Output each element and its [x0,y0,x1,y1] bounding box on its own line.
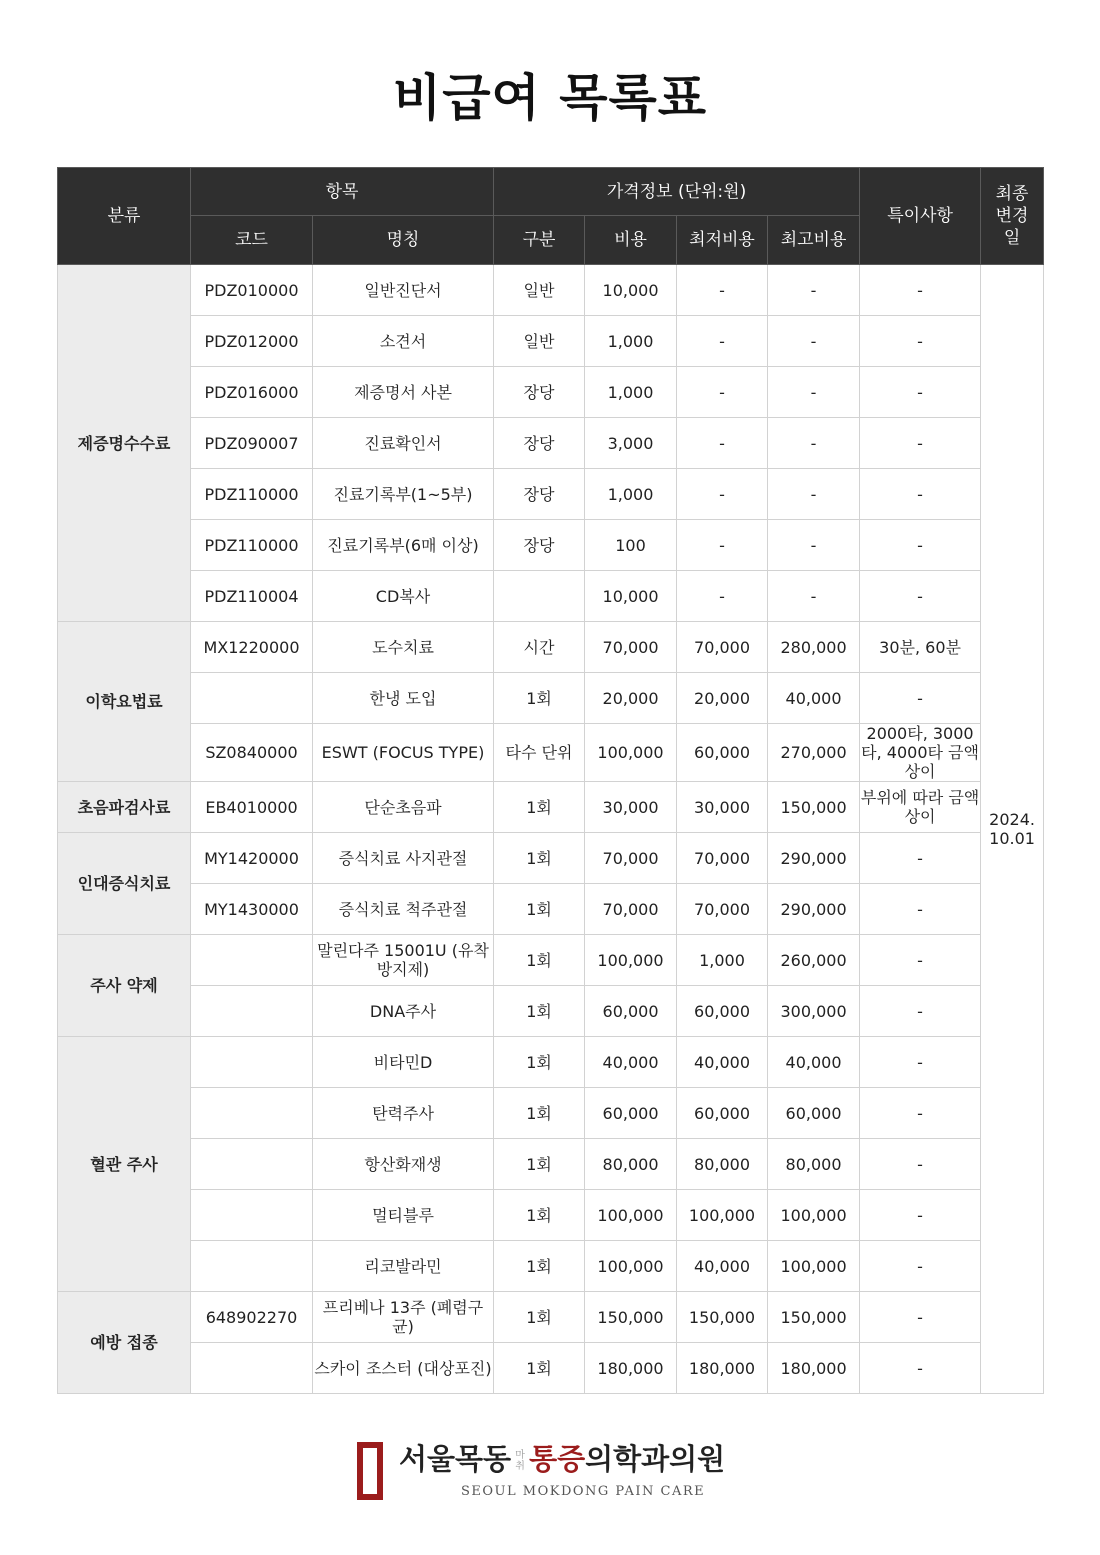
cost-cell: 100,000 [585,1241,677,1292]
name-cell: 도수치료 [313,622,494,673]
cost-cell: 60,000 [585,1088,677,1139]
cost-cell: 20,000 [585,673,677,724]
min-cost-cell: - [677,367,768,418]
clinic-name [399,1442,725,1476]
min-cost-cell: - [677,316,768,367]
note-cell: - [860,673,981,724]
name-cell: 멀티블루 [313,1190,494,1241]
min-cost-cell: 60,000 [677,1088,768,1139]
name-cell: 프리베나 13주 (폐렴구균) [313,1292,494,1343]
header-max-cost: 최고비용 [768,216,860,265]
note-cell: - [860,367,981,418]
max-cost-cell: 100,000 [768,1241,860,1292]
cost-cell: 1,000 [585,316,677,367]
min-cost-cell: 70,000 [677,833,768,884]
fee-table-body [58,265,1044,1394]
note-cell: - [860,469,981,520]
note-cell: - [860,418,981,469]
table-row [58,782,1044,833]
header-type: 구분 [494,216,585,265]
max-cost-cell: - [768,316,860,367]
cost-cell: 100,000 [585,724,677,782]
type-cell: 1회 [494,1292,585,1343]
type-cell: 1회 [494,1088,585,1139]
max-cost-cell: 40,000 [768,673,860,724]
type-cell: 1회 [494,1037,585,1088]
type-cell: 1회 [494,782,585,833]
header-item: 항목 [191,168,494,216]
cost-cell: 80,000 [585,1139,677,1190]
min-cost-cell: 60,000 [677,724,768,782]
cost-cell: 3,000 [585,418,677,469]
max-cost-cell: 290,000 [768,884,860,935]
type-cell: 일반 [494,265,585,316]
max-cost-cell: - [768,469,860,520]
note-cell: - [860,1241,981,1292]
name-cell: 소견서 [313,316,494,367]
cost-cell: 100,000 [585,935,677,986]
min-cost-cell: 70,000 [677,884,768,935]
cost-cell: 70,000 [585,884,677,935]
table-row [58,724,1044,782]
min-cost-cell: 70,000 [677,622,768,673]
cost-cell: 10,000 [585,571,677,622]
name-cell: 증식치료 사지관절 [313,833,494,884]
table-row [58,673,1044,724]
cost-cell: 60,000 [585,986,677,1037]
cost-cell: 10,000 [585,265,677,316]
name-cell: 탄력주사 [313,1088,494,1139]
code-cell: PDZ110000 [191,469,313,520]
header-last-changed: 최종 변경일 [981,168,1044,265]
name-cell: 제증명서 사본 [313,367,494,418]
clinic-name-part1: 서울목동 [399,1442,512,1476]
type-cell: 1회 [494,986,585,1037]
cost-cell: 100 [585,520,677,571]
type-cell: 장당 [494,418,585,469]
name-cell: 리코발라민 [313,1241,494,1292]
name-cell: 비타민D [313,1037,494,1088]
note-cell: - [860,265,981,316]
code-cell: PDZ016000 [191,367,313,418]
min-cost-cell: 60,000 [677,986,768,1037]
note-cell: 2000타, 3000타, 4000타 금액상이 [861,724,979,781]
min-cost-cell: 180,000 [677,1343,768,1394]
table-row [58,1190,1044,1241]
table-row [58,469,1044,520]
logo-mark-icon [357,1442,383,1500]
type-cell: 1회 [494,1241,585,1292]
max-cost-cell: 270,000 [768,724,860,782]
cost-cell: 30,000 [585,782,677,833]
max-cost-cell: - [768,367,860,418]
code-cell: MX1220000 [191,622,313,673]
min-cost-cell: - [677,418,768,469]
min-cost-cell: 80,000 [677,1139,768,1190]
name-cell: 스카이 조스터 (대상포진) [313,1343,494,1394]
table-row [58,520,1044,571]
max-cost-cell: 100,000 [768,1190,860,1241]
max-cost-cell: 290,000 [768,833,860,884]
note-cell: - [860,1088,981,1139]
category-cell: 초음파검사료 [58,782,191,833]
code-cell: MY1420000 [191,833,313,884]
type-cell: 1회 [494,884,585,935]
table-row [58,986,1044,1037]
table-row [58,1037,1044,1088]
min-cost-cell: - [677,265,768,316]
min-cost-cell: - [677,571,768,622]
type-cell: 장당 [494,367,585,418]
type-cell: 1회 [494,833,585,884]
last-changed-date: 2024. 10.01 [981,265,1044,1394]
name-cell: 증식치료 척주관절 [313,884,494,935]
category-cell: 예방 접종 [58,1292,191,1394]
clinic-english-name: SEOUL MOKDONG PAIN CARE [461,1484,706,1499]
note-cell: - [860,1037,981,1088]
max-cost-cell: - [768,571,860,622]
code-cell: PDZ110004 [191,571,313,622]
code-cell: 648902270 [191,1292,313,1343]
type-cell: 1회 [494,1343,585,1394]
table-row [58,1088,1044,1139]
name-cell: 말린다주 15001U (유착방지제) [313,935,494,986]
cost-cell: 40,000 [585,1037,677,1088]
max-cost-cell: 280,000 [768,622,860,673]
clinic-logo [357,1442,757,1504]
min-cost-cell: 20,000 [677,673,768,724]
max-cost-cell: - [768,418,860,469]
note-cell: - [860,1139,981,1190]
type-cell: 1회 [494,673,585,724]
type-cell: 장당 [494,520,585,571]
name-cell: ESWT (FOCUS TYPE) [313,724,494,782]
max-cost-cell: 40,000 [768,1037,860,1088]
category-cell: 이학요법료 [58,622,191,782]
note-cell: - [860,986,981,1037]
cost-cell: 70,000 [585,833,677,884]
max-cost-cell: 60,000 [768,1088,860,1139]
code-cell [191,1088,313,1139]
code-cell: PDZ090007 [191,418,313,469]
category-cell: 혈관 주사 [58,1037,191,1292]
min-cost-cell: 150,000 [677,1292,768,1343]
header-category: 분류 [58,168,191,265]
type-cell: 1회 [494,1139,585,1190]
header-price-info: 가격정보 (단위:원) [494,168,860,216]
table-row [58,418,1044,469]
table-row [58,571,1044,622]
code-cell [191,1343,313,1394]
code-cell [191,986,313,1037]
note-cell: - [860,833,981,884]
note-cell: - [860,1343,981,1394]
min-cost-cell: 1,000 [677,935,768,986]
code-cell [191,1190,313,1241]
header-name: 명칭 [313,216,494,265]
max-cost-cell: - [768,265,860,316]
name-cell: 진료기록부(6매 이상) [313,520,494,571]
note-cell: - [860,316,981,367]
name-cell: 한냉 도입 [313,673,494,724]
code-cell [191,673,313,724]
clinic-name-small: 마 취 [515,1450,525,1472]
code-cell [191,1241,313,1292]
table-row [58,833,1044,884]
name-cell: DNA주사 [313,986,494,1037]
min-cost-cell: - [677,469,768,520]
name-cell: 단순초음파 [313,782,494,833]
max-cost-cell: 180,000 [768,1343,860,1394]
header-min-cost: 최저비용 [677,216,768,265]
table-row [58,367,1044,418]
note-cell: - [860,935,981,986]
header-cost: 비용 [585,216,677,265]
cost-cell: 1,000 [585,367,677,418]
min-cost-cell: 30,000 [677,782,768,833]
min-cost-cell: 40,000 [677,1037,768,1088]
min-cost-cell: 40,000 [677,1241,768,1292]
code-cell: PDZ110000 [191,520,313,571]
fee-table [57,167,1044,1394]
name-cell: 진료기록부(1~5부) [313,469,494,520]
note-cell: - [860,1292,981,1343]
name-cell: 항산화재생 [313,1139,494,1190]
table-row [58,884,1044,935]
category-cell: 주사 약제 [58,935,191,1037]
cost-cell: 150,000 [585,1292,677,1343]
cost-cell: 100,000 [585,1190,677,1241]
table-row [58,1343,1044,1394]
cost-cell: 1,000 [585,469,677,520]
type-cell [494,571,585,622]
min-cost-cell: - [677,520,768,571]
code-cell: PDZ012000 [191,316,313,367]
note-cell: 부위에 따라 금액상이 [860,782,981,833]
type-cell: 1회 [494,935,585,986]
category-cell: 인대증식치료 [58,833,191,935]
table-row [58,316,1044,367]
clinic-name-accent: 통증 [529,1442,586,1476]
type-cell: 장당 [494,469,585,520]
type-cell: 일반 [494,316,585,367]
code-cell: PDZ010000 [191,265,313,316]
page-title: 비급여 목록표 [392,69,708,127]
name-cell: CD복사 [313,571,494,622]
max-cost-cell: 300,000 [768,986,860,1037]
table-row [58,1292,1044,1343]
table-row [58,1139,1044,1190]
cost-cell: 70,000 [585,622,677,673]
note-cell: - [860,520,981,571]
max-cost-cell: 80,000 [768,1139,860,1190]
min-cost-cell: 100,000 [677,1190,768,1241]
table-row [58,622,1044,673]
note-cell: 30분, 60분 [860,622,981,673]
category-cell: 제증명수수료 [58,265,191,622]
max-cost-cell: 150,000 [768,782,860,833]
code-cell [191,935,313,986]
code-cell [191,1037,313,1088]
note-cell: - [860,571,981,622]
max-cost-cell: - [768,520,860,571]
type-cell: 시간 [494,622,585,673]
code-cell: MY1430000 [191,884,313,935]
code-cell: EB4010000 [191,782,313,833]
table-row [58,1241,1044,1292]
type-cell: 1회 [494,1190,585,1241]
cost-cell: 180,000 [585,1343,677,1394]
type-cell: 타수 단위 [494,724,585,782]
code-cell: SZ0840000 [191,724,313,782]
max-cost-cell: 150,000 [768,1292,860,1343]
name-cell: 일반진단서 [313,265,494,316]
table-row [58,935,1044,986]
table-row [58,265,1044,316]
max-cost-cell: 260,000 [768,935,860,986]
note-cell: - [860,884,981,935]
name-cell: 진료확인서 [313,418,494,469]
header-code: 코드 [191,216,313,265]
code-cell [191,1139,313,1190]
note-cell: - [860,1190,981,1241]
clinic-name-part2: 의학과의원 [585,1442,726,1476]
header-note: 특이사항 [860,168,981,265]
